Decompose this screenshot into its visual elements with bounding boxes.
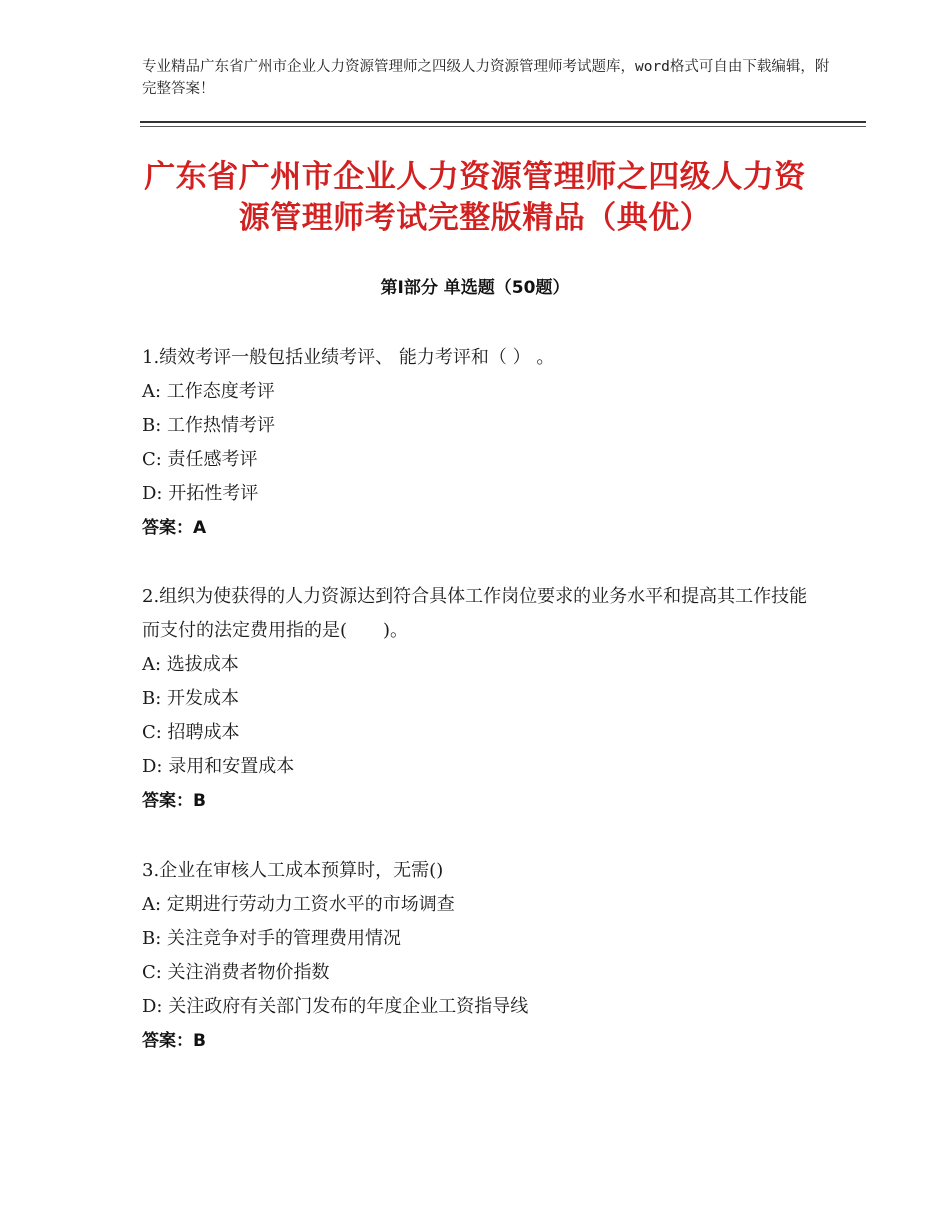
- answer-line: 答案：A: [142, 518, 207, 538]
- header-note: 专业精品广东省广州市企业人力资源管理师之四级人力资源管理师考试题库，word格式可自由下载编辑，附完整答案！: [142, 59, 830, 97]
- question-stem: 1.绩效考评一般包括业绩考评、 能力考评和（ ） 。: [142, 347, 555, 368]
- option-a: A: 定期进行劳动力工资水平的市场调查: [142, 894, 455, 915]
- answer-line: 答案：B: [142, 1031, 206, 1051]
- option-b: B: 开发成本: [142, 688, 240, 709]
- option-c: C: 责任感考评: [142, 449, 258, 470]
- header-divider-thin: [140, 126, 866, 127]
- question-3: [142, 854, 822, 1058]
- header-divider-thick: [140, 121, 866, 123]
- option-b: B: 工作热情考评: [142, 415, 276, 436]
- option-b: B: 关注竞争对手的管理费用情况: [142, 928, 402, 949]
- option-d: D: 开拓性考评: [142, 483, 259, 504]
- document-title: 广东省广州市企业人力资源管理师之四级人力资源管理师考试完整版精品（典优）: [144, 159, 806, 236]
- option-d: D: 关注政府有关部门发布的年度企业工资指导线: [142, 996, 529, 1017]
- option-d: D: 录用和安置成本: [142, 756, 295, 777]
- option-c: C: 关注消费者物价指数: [142, 962, 330, 983]
- question-stem: 3.企业在审核人工成本预算时，无需(): [142, 860, 444, 881]
- question-1: [142, 341, 822, 545]
- answer-line: 答案：B: [142, 791, 206, 811]
- option-a: A: 工作态度考评: [142, 381, 275, 402]
- option-a: A: 选拔成本: [142, 654, 239, 675]
- question-2: [142, 580, 822, 818]
- option-c: C: 招聘成本: [142, 722, 240, 743]
- section-title: 第Ⅰ部分 单选题（50题）: [380, 278, 570, 298]
- question-stem: 2.组织为使获得的人力资源达到符合具体工作岗位要求的业务水平和提高其工作技能而支付的法定费用指的是( )。: [142, 586, 808, 641]
